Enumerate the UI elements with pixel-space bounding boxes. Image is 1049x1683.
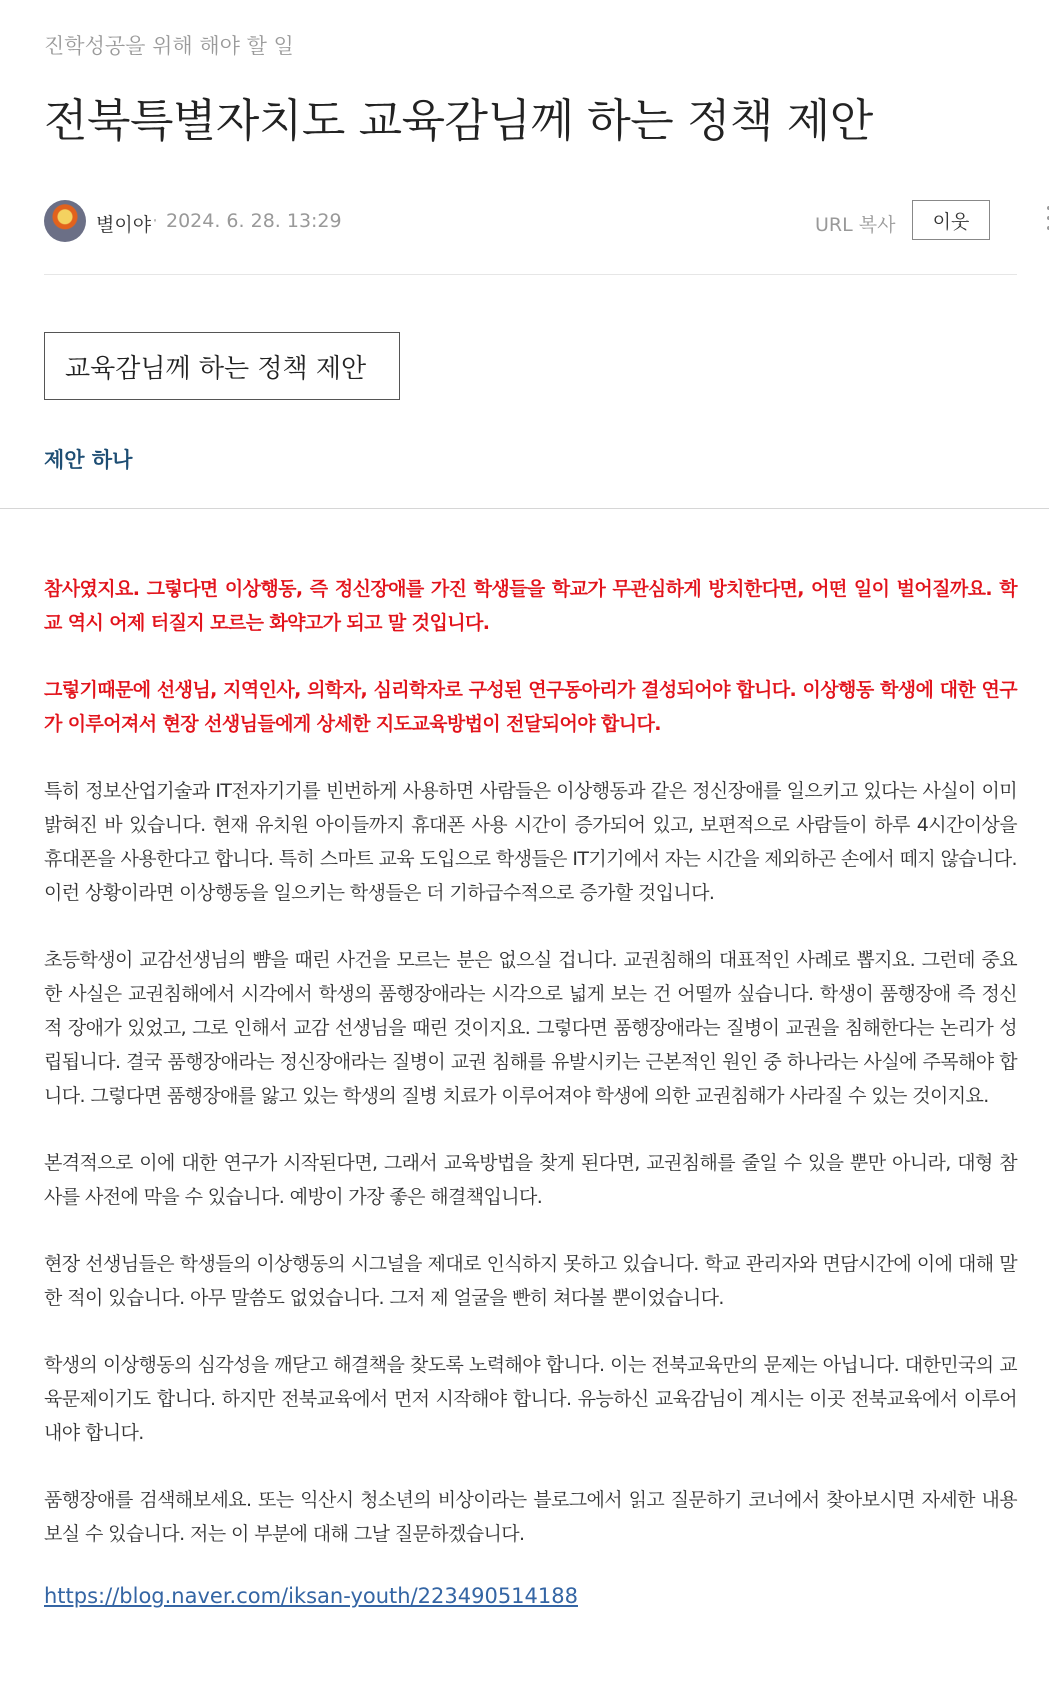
post-body — [44, 572, 1017, 1608]
paragraph: 초등학생이 교감선생님의 뺨을 때린 사건을 모르는 분은 없으실 겁니다. 교권침해의 대표적인 사례로 뽑지요. 그런데 중요한 사실은 교권침해에서 시각에서 학생의 품행장애라는 시각으로 넓게 보는 건 어떨까 싶습니다. 학생이 품행장애 즉 정신적 장애가 있었고, 그로 인해서 교감 선생님을 때린 것이지요. 그렇다면 품행장애라는 질병이 교권을 침해한다는 논리가 성립됩니다. 결국 품행장애라는 정신장애라는 질병이 교권 침해를 유발시키는 근본적인 원인 중 하나라는 사실에 주목해야 합니다. 그렇다면 품행장애를 앓고 있는 학생의 질병 치료가 이루어져야 학생에 의한 교권침해가 사라질 수 있는 것이지요. — [44, 949, 1017, 1107]
content-divider — [0, 508, 1049, 509]
paragraph-emphasis: 참사였지요. 그렇다면 이상행동, 즉 정신장애를 가진 학생들을 학교가 무관심하게 방치한다면, 어떤 일이 벌어질까요. 학교 역시 어제 터질지 모르는 화약고가 되고 말 것입니다. — [44, 578, 1017, 634]
paragraph: 특히 정보산업기술과 IT전자기기를 빈번하게 사용하면 사람들은 이상행동과 같은 정신장애를 일으키고 있다는 사실이 이미 밝혀진 바 있습니다. 현재 유치원 아이들까지 휴대폰 사용 시간이 증가되어 있고, 보편적으로 사람들이 하루 4시간이상을 휴대폰을 사용한다고 합니다. 특히 스마트 교육 도입으로 학생들은 IT기기에서 자는 시간을 제외하곤 손에서 떼지 않습니다. 이런 상황이라면 이상행동을 일으키는 학생들은 더 기하급수적으로 증가할 것입니다. — [44, 780, 1017, 904]
post-date: 2024. 6. 28. 13:29 — [166, 210, 342, 232]
post-title: 전북특별자치도 교육감님께 하는 정책 제안 — [44, 94, 873, 147]
avatar[interactable] — [44, 200, 86, 242]
section-heading: 제안 하나 — [44, 448, 133, 472]
meta-divider — [44, 274, 1017, 275]
paragraph: 학생의 이상행동의 심각성을 깨닫고 해결책을 찾도록 노력해야 합니다. 이는 전북교육만의 문제는 아닙니다. 대한민국의 교육문제이기도 합니다. 하지만 전북교육에서 먼저 시작해야 합니다. 유능하신 교육감님이 계시는 이곳 전북교육에서 이루어내야 합니다. — [44, 1354, 1017, 1444]
neighbor-button[interactable]: 이웃 — [912, 200, 990, 240]
paragraph: 품행장애를 검색해보세요. 또는 익산시 청소년의 비상이라는 블로그에서 읽고 질문하기 코너에서 찾아보시면 자세한 내용 보실 수 있습니다. 저는 이 부분에 대해 그날 질문하겠습니다. — [44, 1489, 1017, 1545]
paragraph: 본격적으로 이에 대한 연구가 시작된다면, 그래서 교육방법을 찾게 된다면, 교권침해를 줄일 수 있을 뿐만 아니라, 대형 참사를 사전에 막을 수 있습니다. 예방이 가장 좋은 해결책입니다. — [44, 1152, 1017, 1208]
paragraph-emphasis: 그렇기때문에 선생님, 지역인사, 의학자, 심리학자로 구성된 연구동아리가 결성되어야 합니다. 이상행동 학생에 대한 연구가 이루어져서 현장 선생님들에게 상세한 지도교육방법이 전달되어야 합니다. — [44, 679, 1017, 735]
meta-separator: · — [152, 210, 159, 232]
post-meta — [44, 198, 1017, 244]
category-label[interactable]: 진학성공을 위해 해야 할 일 — [44, 34, 294, 58]
blog-link[interactable]: https://blog.naver.com/iksan-youth/223490514188 — [44, 1584, 578, 1608]
quote-title-box: 교육감님께 하는 정책 제안 — [44, 332, 400, 400]
author-name[interactable]: 별이야 — [96, 214, 152, 236]
more-vertical-icon[interactable] — [1044, 206, 1049, 236]
paragraph: 현장 선생님들은 학생들의 이상행동의 시그널을 제대로 인식하지 못하고 있습니다. 학교 관리자와 면담시간에 이에 대해 말한 적이 있습니다. 아무 말씀도 없었습니다. 그저 제 얼굴을 빤히 쳐다볼 뿐이었습니다. — [44, 1253, 1017, 1309]
url-copy-button[interactable]: URL 복사 — [815, 214, 896, 236]
